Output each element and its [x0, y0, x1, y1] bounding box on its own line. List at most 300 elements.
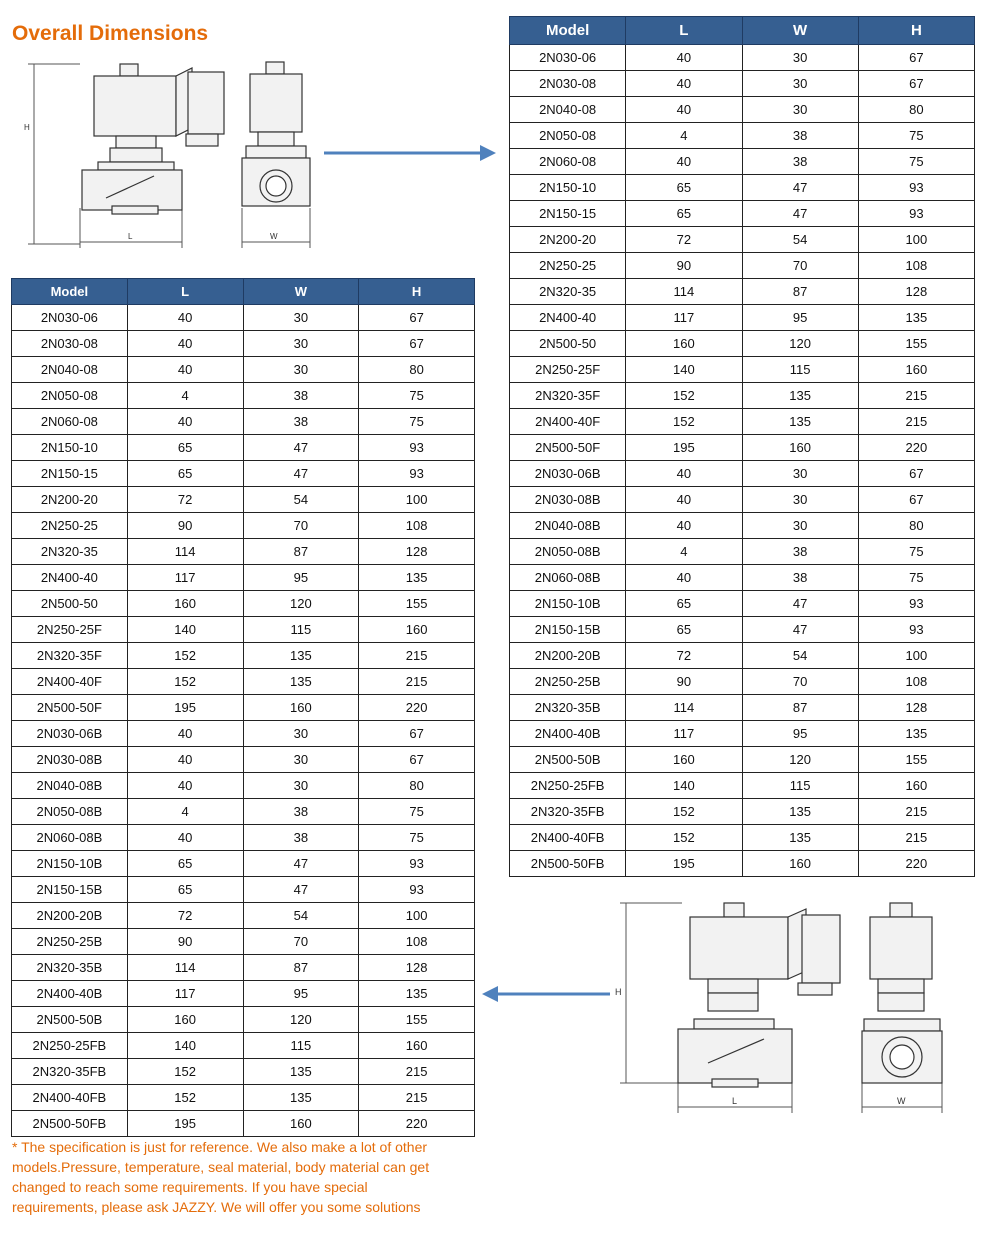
height-cell: 135: [359, 981, 475, 1007]
height-cell: 128: [359, 539, 475, 565]
height-cell: 75: [359, 409, 475, 435]
width-cell: 95: [243, 565, 359, 591]
width-cell: 47: [243, 877, 359, 903]
width-cell: 135: [243, 643, 359, 669]
model-cell: 2N150-10: [12, 435, 128, 461]
length-cell: 152: [127, 1059, 243, 1085]
model-cell: 2N400-40B: [510, 721, 626, 747]
model-cell: 2N030-08: [510, 71, 626, 97]
height-cell: 67: [359, 331, 475, 357]
length-cell: 195: [127, 1111, 243, 1137]
height-cell: 215: [359, 669, 475, 695]
model-cell: 2N400-40FB: [510, 825, 626, 851]
table-row: [510, 591, 975, 617]
length-cell: 152: [626, 383, 742, 409]
model-cell: 2N320-35: [12, 539, 128, 565]
table-row: [510, 305, 975, 331]
table-row: [12, 1059, 475, 1085]
model-cell: 2N500-50FB: [12, 1111, 128, 1137]
table-row: [12, 1111, 475, 1137]
width-cell: 38: [243, 799, 359, 825]
length-cell: 40: [127, 721, 243, 747]
length-cell: 72: [127, 903, 243, 929]
length-cell: 40: [127, 305, 243, 331]
width-cell: 135: [243, 1059, 359, 1085]
column-header-h: H: [858, 17, 974, 45]
table-row: [12, 539, 475, 565]
height-cell: 100: [359, 903, 475, 929]
model-cell: 2N500-50B: [510, 747, 626, 773]
length-cell: 90: [626, 669, 742, 695]
length-label: L: [128, 232, 133, 241]
model-cell: 2N030-06: [510, 45, 626, 71]
width-cell: 87: [243, 539, 359, 565]
model-cell: 2N400-40B: [12, 981, 128, 1007]
table-row: [12, 513, 475, 539]
height-cell: 93: [359, 851, 475, 877]
width-cell: 160: [243, 1111, 359, 1137]
length-cell: 90: [626, 253, 742, 279]
model-cell: 2N150-10: [510, 175, 626, 201]
length-cell: 40: [127, 357, 243, 383]
width-cell: 54: [742, 643, 858, 669]
table-row: [12, 773, 475, 799]
table-row: [510, 851, 975, 877]
length-cell: 114: [127, 539, 243, 565]
height-cell: 155: [858, 331, 974, 357]
length-cell: 117: [626, 721, 742, 747]
table-row: [510, 513, 975, 539]
model-cell: 2N040-08: [12, 357, 128, 383]
table-row: [12, 747, 475, 773]
length-cell: 72: [626, 227, 742, 253]
length-cell: 90: [127, 929, 243, 955]
width-cell: 47: [243, 851, 359, 877]
table-row: [510, 825, 975, 851]
table-row: [510, 201, 975, 227]
table-row: [12, 617, 475, 643]
model-cell: 2N050-08B: [510, 539, 626, 565]
height-cell: 80: [359, 773, 475, 799]
model-cell: 2N500-50B: [12, 1007, 128, 1033]
table-row: [510, 45, 975, 71]
height-cell: 75: [359, 383, 475, 409]
width-cell: 30: [742, 513, 858, 539]
table-row: [510, 409, 975, 435]
model-cell: 2N500-50: [510, 331, 626, 357]
height-cell: 215: [359, 643, 475, 669]
length-cell: 65: [127, 461, 243, 487]
arrow-left-icon: [480, 983, 612, 1005]
height-cell: 93: [359, 435, 475, 461]
table-row: [12, 877, 475, 903]
table-row: [12, 331, 475, 357]
model-cell: 2N500-50: [12, 591, 128, 617]
width-cell: 120: [243, 591, 359, 617]
height-cell: 75: [858, 539, 974, 565]
table-row: [12, 825, 475, 851]
table-row: [12, 1007, 475, 1033]
width-cell: 54: [742, 227, 858, 253]
column-header-model: Model: [12, 279, 128, 305]
height-cell: 160: [359, 1033, 475, 1059]
table-row: [12, 357, 475, 383]
table-row: [12, 955, 475, 981]
length-cell: 4: [127, 383, 243, 409]
height-cell: 75: [858, 123, 974, 149]
table-row: [510, 487, 975, 513]
width-cell: 47: [243, 461, 359, 487]
table-row: [12, 929, 475, 955]
length-cell: 152: [127, 643, 243, 669]
length-cell: 40: [626, 149, 742, 175]
width-cell: 30: [243, 773, 359, 799]
height-cell: 215: [858, 799, 974, 825]
height-cell: 108: [359, 513, 475, 539]
length-cell: 40: [127, 747, 243, 773]
length-cell: 65: [626, 617, 742, 643]
width-cell: 30: [243, 721, 359, 747]
height-cell: 67: [858, 45, 974, 71]
height-cell: 108: [359, 929, 475, 955]
length-cell: 4: [127, 799, 243, 825]
width-label: W: [270, 232, 278, 241]
model-cell: 2N500-50FB: [510, 851, 626, 877]
height-cell: 135: [858, 305, 974, 331]
height-cell: 160: [359, 617, 475, 643]
model-cell: 2N050-08B: [12, 799, 128, 825]
width-cell: 70: [243, 929, 359, 955]
table-header-row: [510, 17, 975, 45]
model-cell: 2N030-06B: [510, 461, 626, 487]
table-row: [12, 721, 475, 747]
table-row: [12, 981, 475, 1007]
model-cell: 2N400-40FB: [12, 1085, 128, 1111]
height-cell: 75: [858, 149, 974, 175]
column-header-l: L: [626, 17, 742, 45]
table-row: [12, 461, 475, 487]
page-title: Overall Dimensions: [12, 22, 209, 45]
height-cell: 100: [359, 487, 475, 513]
model-cell: 2N060-08: [510, 149, 626, 175]
specification-note: * The specification is just for reference. We also make a lot of other models.Pressure, temperature, seal material, body material can get changed to reach some requirements. If you have special requirements, please ask JAZZY. We will offer you some solutions: [12, 1139, 430, 1215]
height-cell: 135: [858, 721, 974, 747]
height-label-bottom: H: [615, 987, 622, 997]
length-cell: 72: [626, 643, 742, 669]
height-cell: 80: [359, 357, 475, 383]
width-cell: 47: [742, 617, 858, 643]
height-cell: 215: [359, 1059, 475, 1085]
width-cell: 115: [243, 1033, 359, 1059]
width-cell: 30: [742, 461, 858, 487]
table-row: [12, 383, 475, 409]
width-cell: 70: [742, 669, 858, 695]
height-cell: 67: [858, 461, 974, 487]
table-row: [12, 409, 475, 435]
width-cell: 70: [243, 513, 359, 539]
width-cell: 120: [742, 331, 858, 357]
width-cell: 95: [742, 721, 858, 747]
table-row: [510, 539, 975, 565]
height-cell: 160: [858, 773, 974, 799]
height-cell: 128: [858, 695, 974, 721]
table-row: [12, 305, 475, 331]
width-cell: 38: [742, 123, 858, 149]
model-cell: 2N040-08B: [12, 773, 128, 799]
height-cell: 67: [858, 71, 974, 97]
width-cell: 160: [742, 435, 858, 461]
height-cell: 93: [858, 617, 974, 643]
height-cell: 80: [858, 513, 974, 539]
length-cell: 40: [626, 487, 742, 513]
table-row: [510, 253, 975, 279]
length-cell: 40: [127, 773, 243, 799]
height-cell: 93: [858, 591, 974, 617]
width-cell: 38: [243, 825, 359, 851]
length-cell: 195: [626, 851, 742, 877]
model-cell: 2N030-06: [12, 305, 128, 331]
length-cell: 40: [626, 461, 742, 487]
width-cell: 38: [742, 565, 858, 591]
width-cell: 87: [243, 955, 359, 981]
height-cell: 93: [359, 461, 475, 487]
column-header-w: W: [243, 279, 359, 305]
length-cell: 4: [626, 539, 742, 565]
length-cell: 152: [626, 825, 742, 851]
length-cell: 117: [626, 305, 742, 331]
length-cell: 40: [626, 71, 742, 97]
arrow-right-icon: [322, 142, 500, 164]
width-cell: 47: [243, 435, 359, 461]
model-cell: 2N060-08: [12, 409, 128, 435]
length-cell: 114: [127, 955, 243, 981]
width-cell: 30: [742, 487, 858, 513]
height-cell: 220: [858, 851, 974, 877]
model-cell: 2N250-25: [510, 253, 626, 279]
model-cell: 2N320-35: [510, 279, 626, 305]
table-row: [510, 669, 975, 695]
height-cell: 108: [858, 253, 974, 279]
width-cell: 30: [742, 97, 858, 123]
length-cell: 160: [626, 747, 742, 773]
table-row: [510, 617, 975, 643]
length-cell: 65: [626, 175, 742, 201]
width-cell: 135: [742, 409, 858, 435]
table-row: [12, 591, 475, 617]
length-cell: 65: [626, 591, 742, 617]
width-cell: 47: [742, 591, 858, 617]
model-cell: 2N250-25B: [12, 929, 128, 955]
height-cell: 100: [858, 227, 974, 253]
width-cell: 87: [742, 695, 858, 721]
table-row: [510, 435, 975, 461]
model-cell: 2N050-08: [510, 123, 626, 149]
table-row: [510, 97, 975, 123]
width-cell: 54: [243, 903, 359, 929]
model-cell: 2N320-35FB: [510, 799, 626, 825]
width-cell: 30: [243, 305, 359, 331]
table-row: [510, 747, 975, 773]
width-cell: 47: [742, 201, 858, 227]
table-row: [12, 799, 475, 825]
model-cell: 2N050-08: [12, 383, 128, 409]
model-cell: 2N030-06B: [12, 721, 128, 747]
height-cell: 135: [359, 565, 475, 591]
model-cell: 2N150-10B: [12, 851, 128, 877]
length-cell: 160: [626, 331, 742, 357]
height-cell: 100: [858, 643, 974, 669]
model-cell: 2N060-08B: [12, 825, 128, 851]
width-cell: 47: [742, 175, 858, 201]
model-cell: 2N030-08B: [12, 747, 128, 773]
height-label: H: [24, 123, 30, 132]
valve-drawing-bottom: [612, 895, 957, 1117]
column-header-model: Model: [510, 17, 626, 45]
table-row: [510, 643, 975, 669]
table-row: [12, 1085, 475, 1111]
column-header-w: W: [742, 17, 858, 45]
height-cell: 220: [858, 435, 974, 461]
length-cell: 160: [127, 591, 243, 617]
table-row: [510, 123, 975, 149]
height-cell: 93: [858, 201, 974, 227]
width-cell: 54: [243, 487, 359, 513]
width-cell: 38: [742, 539, 858, 565]
length-cell: 4: [626, 123, 742, 149]
length-cell: 140: [626, 357, 742, 383]
width-cell: 135: [742, 799, 858, 825]
width-cell: 135: [742, 825, 858, 851]
table-row: [510, 279, 975, 305]
table-row: [12, 643, 475, 669]
model-cell: 2N040-08B: [510, 513, 626, 539]
table-header-row: [12, 279, 475, 305]
width-cell: 87: [742, 279, 858, 305]
table-row: [510, 773, 975, 799]
model-cell: 2N030-08: [12, 331, 128, 357]
table-row: [510, 721, 975, 747]
model-cell: 2N250-25FB: [12, 1033, 128, 1059]
height-cell: 220: [359, 695, 475, 721]
model-cell: 2N320-35F: [12, 643, 128, 669]
model-cell: 2N200-20B: [510, 643, 626, 669]
model-cell: 2N150-15B: [12, 877, 128, 903]
width-cell: 115: [742, 773, 858, 799]
height-cell: 155: [359, 591, 475, 617]
length-cell: 40: [626, 565, 742, 591]
valve-drawing-top: [20, 58, 325, 250]
table-row: [510, 71, 975, 97]
length-label-bottom: L: [732, 1096, 738, 1106]
table-row: [510, 565, 975, 591]
table-row: [12, 565, 475, 591]
length-cell: 40: [626, 45, 742, 71]
length-cell: 114: [626, 279, 742, 305]
model-cell: 2N400-40F: [510, 409, 626, 435]
length-cell: 90: [127, 513, 243, 539]
height-cell: 155: [858, 747, 974, 773]
height-cell: 80: [858, 97, 974, 123]
length-cell: 152: [626, 799, 742, 825]
width-cell: 30: [742, 71, 858, 97]
height-cell: 160: [858, 357, 974, 383]
column-header-h: H: [359, 279, 475, 305]
model-cell: 2N150-15B: [510, 617, 626, 643]
table-row: [12, 903, 475, 929]
model-cell: 2N250-25F: [12, 617, 128, 643]
height-cell: 67: [359, 305, 475, 331]
model-cell: 2N320-35F: [510, 383, 626, 409]
height-cell: 93: [359, 877, 475, 903]
length-cell: 152: [626, 409, 742, 435]
length-cell: 40: [626, 513, 742, 539]
model-cell: 2N250-25B: [510, 669, 626, 695]
model-cell: 2N040-08: [510, 97, 626, 123]
length-cell: 117: [127, 565, 243, 591]
width-cell: 30: [243, 747, 359, 773]
length-cell: 65: [127, 851, 243, 877]
model-cell: 2N250-25: [12, 513, 128, 539]
model-cell: 2N150-10B: [510, 591, 626, 617]
length-cell: 160: [127, 1007, 243, 1033]
model-cell: 2N250-25FB: [510, 773, 626, 799]
length-cell: 152: [127, 669, 243, 695]
table-row: [12, 669, 475, 695]
height-cell: 215: [858, 383, 974, 409]
width-cell: 115: [742, 357, 858, 383]
width-cell: 30: [742, 45, 858, 71]
length-cell: 114: [626, 695, 742, 721]
length-cell: 40: [127, 409, 243, 435]
length-cell: 195: [127, 695, 243, 721]
model-cell: 2N060-08B: [510, 565, 626, 591]
table-row: [510, 357, 975, 383]
table-row: [12, 695, 475, 721]
table-row: [510, 799, 975, 825]
table-row: [12, 851, 475, 877]
model-cell: 2N320-35B: [12, 955, 128, 981]
table-row: [510, 331, 975, 357]
table-row: [510, 175, 975, 201]
length-cell: 140: [127, 617, 243, 643]
width-cell: 135: [243, 669, 359, 695]
length-cell: 152: [127, 1085, 243, 1111]
width-cell: 135: [243, 1085, 359, 1111]
table-row: [12, 487, 475, 513]
length-cell: 40: [626, 97, 742, 123]
length-cell: 65: [127, 435, 243, 461]
length-cell: 65: [127, 877, 243, 903]
height-cell: 108: [858, 669, 974, 695]
width-cell: 120: [243, 1007, 359, 1033]
width-cell: 120: [742, 747, 858, 773]
table-row: [510, 383, 975, 409]
length-cell: 40: [127, 331, 243, 357]
length-cell: 40: [127, 825, 243, 851]
model-cell: 2N500-50F: [12, 695, 128, 721]
column-header-l: L: [127, 279, 243, 305]
length-cell: 140: [127, 1033, 243, 1059]
model-cell: 2N150-15: [12, 461, 128, 487]
dimensions-table-right: [509, 16, 975, 877]
width-cell: 38: [243, 409, 359, 435]
height-cell: 75: [858, 565, 974, 591]
length-cell: 117: [127, 981, 243, 1007]
height-cell: 215: [858, 825, 974, 851]
width-cell: 30: [243, 331, 359, 357]
height-cell: 75: [359, 799, 475, 825]
model-cell: 2N150-15: [510, 201, 626, 227]
